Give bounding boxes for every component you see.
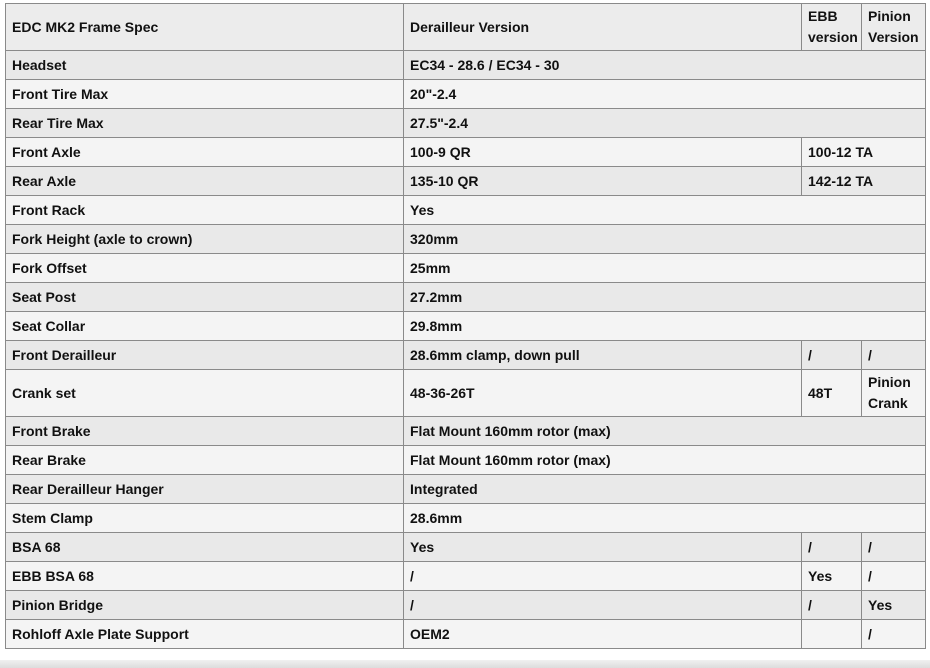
table-row <box>6 591 926 620</box>
spec-name-cell: Rear Derailleur Hanger <box>6 475 404 504</box>
spec-name-cell: BSA 68 <box>6 533 404 562</box>
header-pinion-version: Pinion Version <box>862 4 926 51</box>
spec-name-cell: Fork Height (axle to crown) <box>6 225 404 254</box>
derailleur-cell: 320mm <box>404 225 926 254</box>
derailleur-cell: 100-9 QR <box>404 138 802 167</box>
spec-name-cell: EBB BSA 68 <box>6 562 404 591</box>
derailleur-cell: Yes <box>404 533 802 562</box>
header-derailleur-version: Derailleur Version <box>404 4 802 51</box>
derailleur-cell: Flat Mount 160mm rotor (max) <box>404 446 926 475</box>
spec-name-cell: Front Brake <box>6 417 404 446</box>
derailleur-cell: Yes <box>404 196 926 225</box>
spec-name-cell: Front Derailleur <box>6 341 404 370</box>
pinion-cell: / <box>862 620 926 649</box>
spec-name-cell: Seat Collar <box>6 312 404 341</box>
table-row <box>6 446 926 475</box>
header-frame-spec: EDC MK2 Frame Spec <box>6 4 404 51</box>
table-row <box>6 167 926 196</box>
derailleur-cell: 25mm <box>404 254 926 283</box>
spec-name-cell: Front Tire Max <box>6 80 404 109</box>
derailleur-cell: 135-10 QR <box>404 167 802 196</box>
table-row <box>6 475 926 504</box>
table-row <box>6 620 926 649</box>
pinion-cell: Pinion Crank <box>862 370 926 417</box>
spec-name-cell: Rear Axle <box>6 167 404 196</box>
derailleur-cell: Integrated <box>404 475 926 504</box>
pinion-cell: / <box>862 562 926 591</box>
derailleur-cell: Flat Mount 160mm rotor (max) <box>404 417 926 446</box>
header-row <box>6 4 926 51</box>
table-row <box>6 283 926 312</box>
table-row <box>6 51 926 80</box>
table-row <box>6 504 926 533</box>
spec-name-cell: Rear Brake <box>6 446 404 475</box>
table-row <box>6 80 926 109</box>
derailleur-cell: 27.2mm <box>404 283 926 312</box>
derailleur-cell: OEM2 <box>404 620 802 649</box>
derailleur-cell: 48-36-26T <box>404 370 802 417</box>
table-row <box>6 225 926 254</box>
ebb-cell: 100-12 TA <box>802 138 926 167</box>
ebb-cell <box>802 620 862 649</box>
spec-name-cell: Seat Post <box>6 283 404 312</box>
spec-name-cell: Pinion Bridge <box>6 591 404 620</box>
pinion-cell: / <box>862 533 926 562</box>
derailleur-cell: 20"-2.4 <box>404 80 926 109</box>
ebb-cell: / <box>802 533 862 562</box>
pinion-cell: / <box>862 341 926 370</box>
spec-name-cell: Rohloff Axle Plate Support <box>6 620 404 649</box>
table-row <box>6 312 926 341</box>
derailleur-cell: 29.8mm <box>404 312 926 341</box>
table-row <box>6 196 926 225</box>
derailleur-cell: 28.6mm <box>404 504 926 533</box>
spec-name-cell: Rear Tire Max <box>6 109 404 138</box>
ebb-cell: / <box>802 591 862 620</box>
header-ebb-version: EBB version <box>802 4 862 51</box>
table-row <box>6 138 926 167</box>
derailleur-cell: / <box>404 562 802 591</box>
ebb-cell: / <box>802 341 862 370</box>
table-row <box>6 254 926 283</box>
spec-name-cell: Stem Clamp <box>6 504 404 533</box>
table-row <box>6 533 926 562</box>
derailleur-cell: 27.5"-2.4 <box>404 109 926 138</box>
spec-name-cell: Fork Offset <box>6 254 404 283</box>
table-row <box>6 109 926 138</box>
derailleur-cell: / <box>404 591 802 620</box>
table-row <box>6 341 926 370</box>
pinion-cell: Yes <box>862 591 926 620</box>
ebb-cell: 48T <box>802 370 862 417</box>
derailleur-cell: 28.6mm clamp, down pull <box>404 341 802 370</box>
table-row <box>6 370 926 417</box>
frame-spec-table <box>5 3 926 649</box>
spec-name-cell: Headset <box>6 51 404 80</box>
ebb-cell: 142-12 TA <box>802 167 926 196</box>
bottom-fade <box>0 660 930 668</box>
table-row <box>6 417 926 446</box>
spec-name-cell: Front Axle <box>6 138 404 167</box>
spec-name-cell: Front Rack <box>6 196 404 225</box>
table-row <box>6 562 926 591</box>
spec-name-cell: Crank set <box>6 370 404 417</box>
ebb-cell: Yes <box>802 562 862 591</box>
derailleur-cell: EC34 - 28.6 / EC34 - 30 <box>404 51 926 80</box>
